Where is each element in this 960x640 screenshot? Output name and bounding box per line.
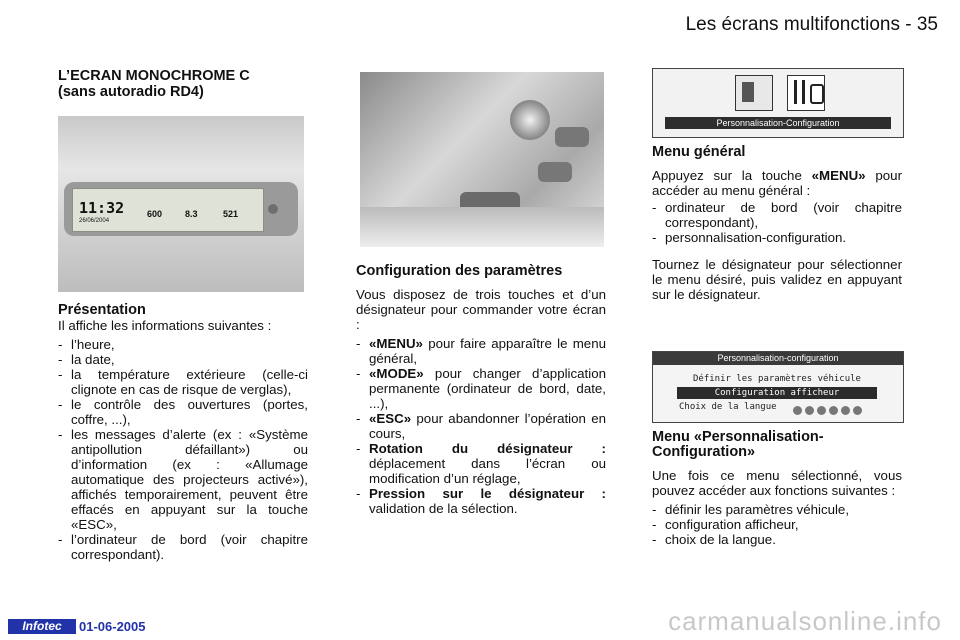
- section-title-line2: (sans autoradio RD4): [58, 84, 204, 100]
- menu-item-display-config: Configuration afficheur: [677, 387, 877, 399]
- list-item: - configuration afficheur,: [652, 517, 902, 532]
- menu-general-heading: Menu général: [652, 144, 746, 160]
- personnalisation-screen: [652, 351, 904, 423]
- menu-general-list: [652, 200, 902, 245]
- menu-selected-label: Personnalisation-Configuration: [665, 117, 891, 129]
- list-item: - personnalisation-configuration.: [652, 230, 902, 245]
- knob-icon: [268, 204, 278, 214]
- menu-general-section: [652, 145, 902, 302]
- lcd-date: 26/06/2004: [79, 218, 110, 224]
- column-1: [58, 68, 310, 100]
- intro-text: pour accéder au menu général :: [652, 168, 902, 198]
- list-item: [356, 366, 606, 411]
- monochrome-display-photo: [58, 116, 304, 292]
- list-item: [356, 411, 606, 441]
- presentation-heading: Présentation: [58, 302, 146, 318]
- key-name: «MENU»: [369, 336, 423, 351]
- list-item: - définir les paramètres véhicule,: [652, 502, 902, 517]
- personnalisation-section: [652, 430, 902, 547]
- configuration-heading: Configuration des paramètres: [356, 263, 563, 279]
- intro-text: Appuyez sur la touche: [652, 168, 812, 183]
- key-name: «MENU»: [811, 168, 866, 183]
- lcd-screen: [72, 188, 264, 232]
- list-item: - le contrôle des ouvertures (portes, coffre, ...),: [58, 397, 308, 427]
- personnalisation-intro: Une fois ce menu sélectionné, vous pouvez accéder aux fonctions suivantes :: [652, 468, 902, 498]
- screen-title: Personnalisation-configuration: [653, 352, 903, 365]
- presentation-section: [58, 303, 308, 562]
- key-name: Rotation du désignateur :: [369, 441, 606, 456]
- key-name: «ESC»: [369, 411, 412, 426]
- lcd-value-3: 521: [223, 209, 239, 219]
- presentation-list: [58, 337, 308, 562]
- configuration-list: [356, 336, 606, 516]
- lcd-time: 11:32: [79, 199, 125, 217]
- list-item: - l’ordinateur de bord (voir chapitre correspondant).: [58, 532, 308, 562]
- menu-item-language: Choix de la langue: [679, 402, 777, 412]
- language-flags-icon: [793, 402, 875, 412]
- list-item: - ordinateur de bord (voir chapitre correspondant),: [652, 200, 902, 230]
- controls-photo: [360, 72, 604, 247]
- list-item: [356, 486, 606, 516]
- lcd-value-1: 600: [147, 209, 163, 219]
- lcd-value-2: 8.3: [185, 209, 198, 219]
- key-description: déplacement dans l’écran ou modification d’un réglage,: [369, 456, 606, 486]
- key-description: pour faire apparaître le menu général,: [369, 336, 606, 366]
- presentation-intro: Il affiche les informations suivantes :: [58, 318, 272, 333]
- personnalisation-heading-line1: Menu «Personnalisation-: [652, 429, 824, 445]
- list-item: - la température extérieure (celle-ci clignote en cas de risque de verglas),: [58, 367, 308, 397]
- key-description: pour changer d’application permanente (ordinateur de bord, date, ...),: [369, 366, 606, 411]
- menu-general-intro: [652, 168, 902, 198]
- page-header: Les écrans multifonctions - 35: [685, 14, 938, 35]
- menu-item-vehicle-parameters: Définir les paramètres véhicule: [693, 374, 861, 384]
- personnalisation-list: [652, 502, 902, 547]
- list-item: [356, 441, 606, 486]
- list-item: - choix de la langue.: [652, 532, 902, 547]
- section-title-line1: L’ECRAN MONOCHROME C: [58, 68, 250, 84]
- list-item: [356, 336, 606, 366]
- key-description: validation de la sélection.: [369, 501, 518, 516]
- footer-date: 01-06-2005: [79, 619, 146, 634]
- watermark: carmanualsonline.info: [668, 606, 942, 636]
- fuel-pump-icon: [735, 75, 773, 111]
- infotec-logo: Infotec: [8, 619, 76, 634]
- configuration-intro: Vous disposez de trois touches et d’un désignateur pour commander votre écran :: [356, 287, 606, 332]
- key-name: «MODE»: [369, 366, 424, 381]
- list-item: - l’heure,: [58, 337, 308, 352]
- personnalisation-heading-line2: Configuration»: [652, 444, 756, 460]
- list-item: - les messages d’alerte (ex : «Système antipollution défaillant») ou d’information (ex : «Allumage automatique des projecteurs activé»), affichés temporairement, peuvent être effacés en appuyant sur la touche «ESC»,: [58, 427, 308, 532]
- key-description: pour abandonner l’opération en cours,: [369, 411, 606, 441]
- settings-sliders-icon: [787, 75, 825, 111]
- key-name: Pression sur le désignateur :: [369, 486, 606, 501]
- main-menu-screen: [652, 68, 904, 138]
- menu-general-paragraph: Tournez le désignateur pour sélectionner le menu désiré, puis validez en appuyant sur le désignateur.: [652, 257, 902, 302]
- configuration-section: [356, 264, 606, 516]
- list-item: - la date,: [58, 352, 308, 367]
